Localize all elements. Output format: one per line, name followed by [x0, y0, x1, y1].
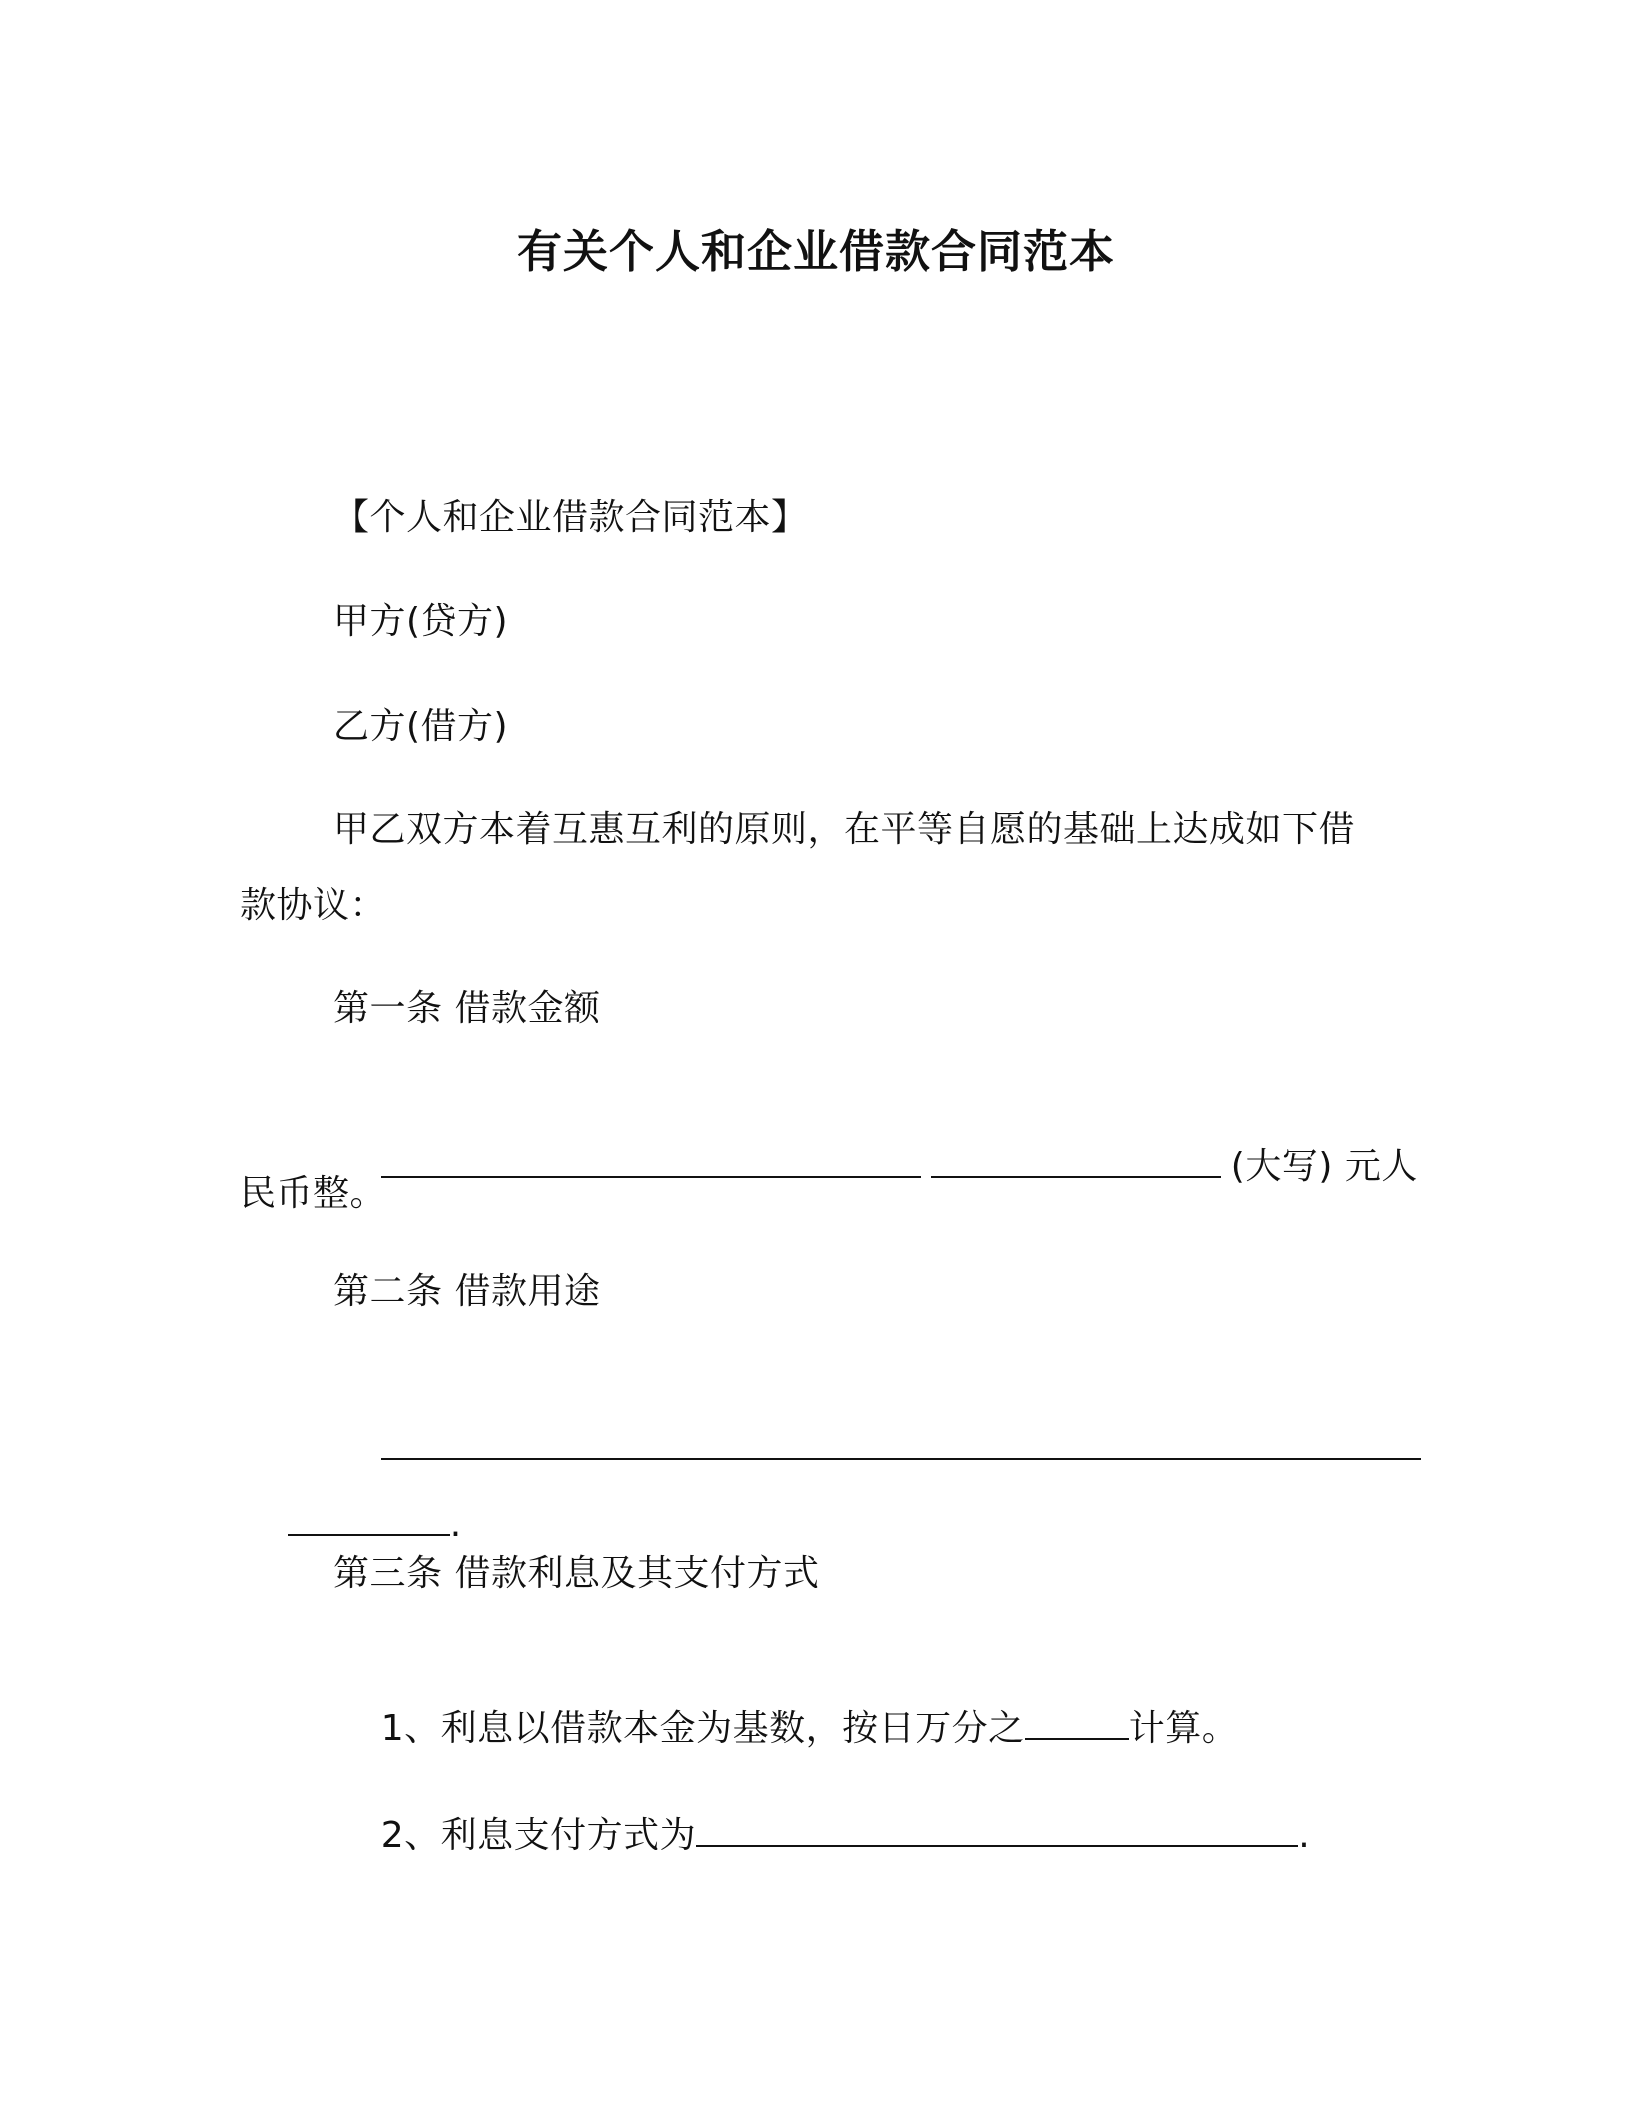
article-2-title: 第二条 借款用途: [333, 1271, 601, 1312]
preamble-line-1: 甲乙双方本着互惠互利的原则，在平等自愿的基础上达成如下借: [333, 809, 1356, 850]
article-2-purpose-line: [333, 1376, 1421, 1521]
interest-rate-suffix: 计算。: [1128, 1708, 1239, 1749]
interest-rate-blank-field[interactable]: [1025, 1704, 1129, 1740]
amount-capital-note: (大写) 元人: [1230, 1146, 1418, 1187]
interest-rate-prefix: 1、利息以借款本金为基数，按日万分之: [380, 1708, 1025, 1749]
purpose-blank-field-cont[interactable]: [288, 1500, 450, 1536]
amount-blank-field[interactable]: [381, 1142, 921, 1178]
party-a-label: 甲方(贷方): [333, 601, 509, 642]
article-3-title: 第三条 借款利息及其支付方式: [333, 1553, 820, 1594]
payment-method-blank-field[interactable]: [696, 1811, 1298, 1847]
article-1-title: 第一条 借款金额: [333, 988, 601, 1029]
party-b-label: 乙方(借方): [333, 706, 509, 747]
payment-method-suffix: .: [1298, 1815, 1311, 1856]
article-1-line-2: 民币整。: [240, 1173, 387, 1214]
contract-heading: 【个人和企业借款合同范本】: [333, 497, 808, 538]
article-3-item-2: [333, 1763, 1310, 1908]
document-title: 有关个人和企业借款合同范本: [516, 225, 1115, 278]
purpose-end-mark: .: [449, 1504, 462, 1545]
payment-method-prefix: 2、利息支付方式为: [380, 1815, 697, 1856]
purpose-blank-field[interactable]: [381, 1424, 1421, 1460]
article-1-amount-line: [333, 1094, 1418, 1239]
amount-capital-blank-field[interactable]: [931, 1142, 1221, 1178]
preamble-line-2: 款协议：: [240, 885, 387, 926]
